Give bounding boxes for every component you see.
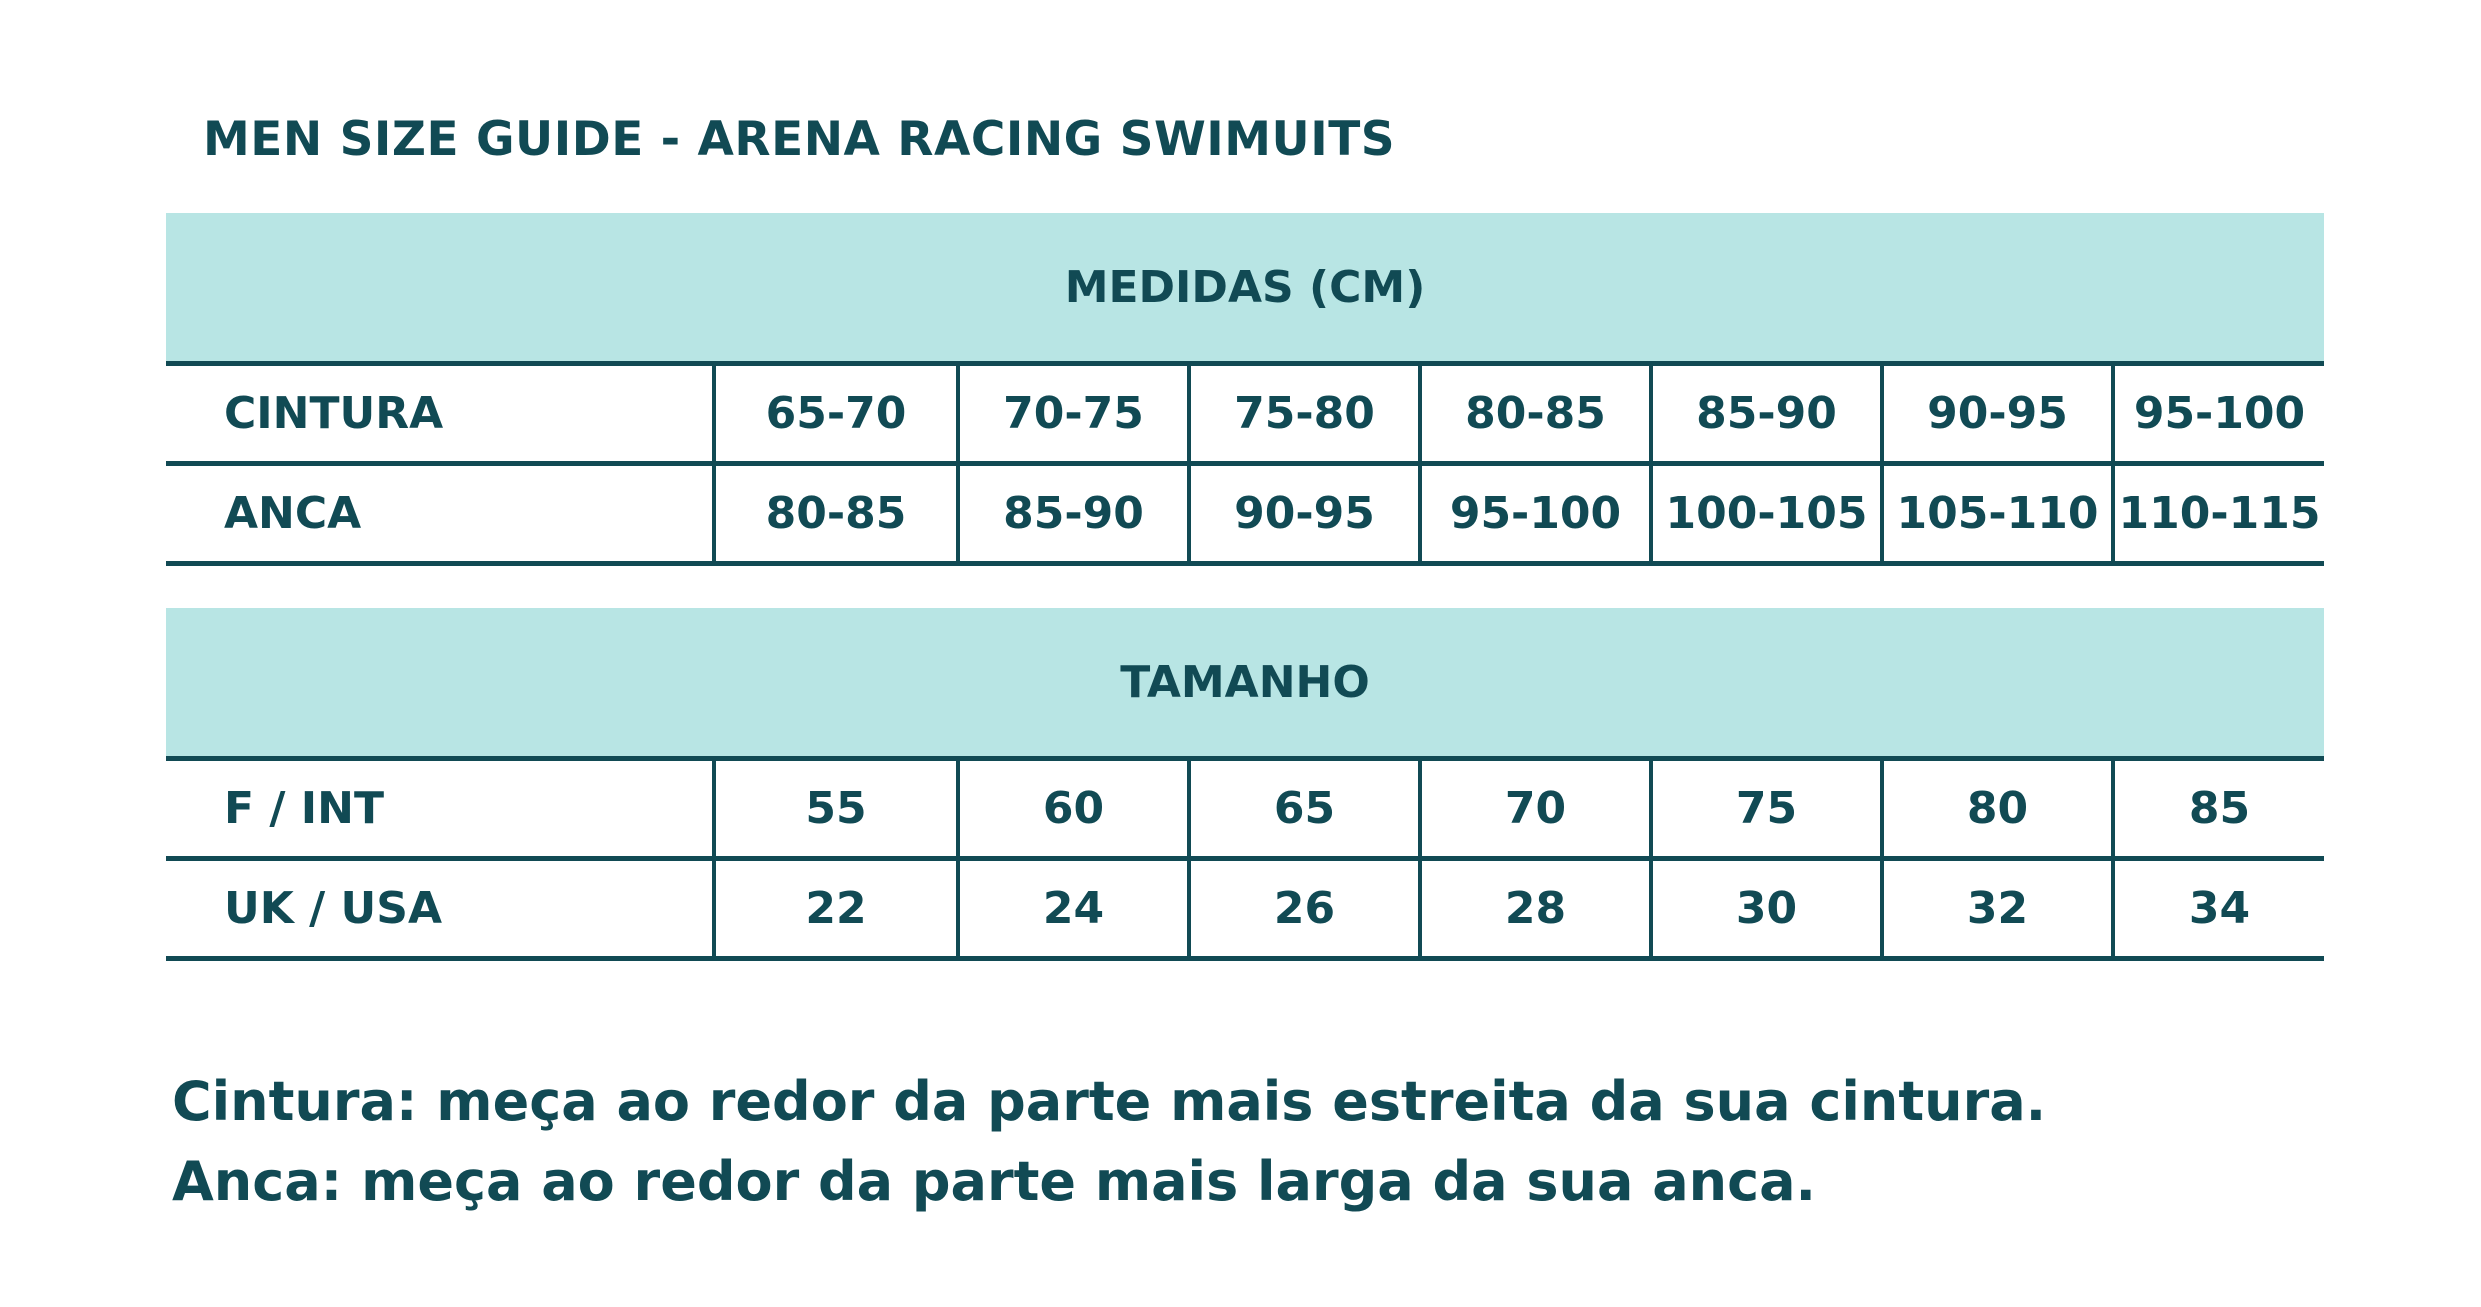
table-cell: 85-90 bbox=[1651, 364, 1882, 464]
table-cell: 100-105 bbox=[1651, 464, 1882, 564]
measures-header: MEDIDAS (CM) bbox=[166, 213, 2324, 361]
table-cell: 32 bbox=[1882, 859, 2113, 959]
table-cell: 105-110 bbox=[1882, 464, 2113, 564]
table-cell: 90-95 bbox=[1189, 464, 1420, 564]
sizes-header: TAMANHO bbox=[166, 608, 2324, 756]
measurement-notes bbox=[172, 1062, 2046, 1222]
table-cell: 95-100 bbox=[2113, 364, 2324, 464]
table-row-f-int bbox=[166, 759, 2324, 859]
table-cell: 24 bbox=[958, 859, 1189, 959]
table-cell: 75 bbox=[1651, 759, 1882, 859]
page-title: MEN SIZE GUIDE - ARENA RACING SWIMUITS bbox=[203, 112, 1396, 167]
table-cell: 65 bbox=[1189, 759, 1420, 859]
row-label-cintura: CINTURA bbox=[224, 388, 444, 439]
table-cell: 90-95 bbox=[1882, 364, 2113, 464]
table-cell: 28 bbox=[1420, 859, 1651, 959]
row-label-uk-usa: UK / USA bbox=[224, 883, 443, 934]
measures-table bbox=[166, 361, 2324, 566]
table-cell: 22 bbox=[714, 859, 958, 959]
table-cell: 110-115 bbox=[2113, 464, 2324, 564]
sizes-table bbox=[166, 756, 2324, 961]
row-label-f-int: F / INT bbox=[224, 783, 384, 834]
table-cell: 26 bbox=[1189, 859, 1420, 959]
table-cell: 70 bbox=[1420, 759, 1651, 859]
table-cell: 85 bbox=[2113, 759, 2324, 859]
note-anca: Anca: meça ao redor da parte mais larga da sua anca. bbox=[172, 1150, 1817, 1213]
table-cell: 80-85 bbox=[714, 464, 958, 564]
row-label-anca: ANCA bbox=[224, 488, 362, 539]
table-cell: 80-85 bbox=[1420, 364, 1651, 464]
table-cell: 34 bbox=[2113, 859, 2324, 959]
table-row-anca bbox=[166, 464, 2324, 564]
table-cell: 95-100 bbox=[1420, 464, 1651, 564]
note-cintura: Cintura: meça ao redor da parte mais estreita da sua cintura. bbox=[172, 1070, 2047, 1133]
table-cell: 85-90 bbox=[958, 464, 1189, 564]
table-cell: 75-80 bbox=[1189, 364, 1420, 464]
table-row-uk-usa bbox=[166, 859, 2324, 959]
table-cell: 80 bbox=[1882, 759, 2113, 859]
table-cell: 65-70 bbox=[714, 364, 958, 464]
table-cell: 70-75 bbox=[958, 364, 1189, 464]
table-row-cintura bbox=[166, 364, 2324, 464]
table-cell: 30 bbox=[1651, 859, 1882, 959]
table-cell: 55 bbox=[714, 759, 958, 859]
table-cell: 60 bbox=[958, 759, 1189, 859]
